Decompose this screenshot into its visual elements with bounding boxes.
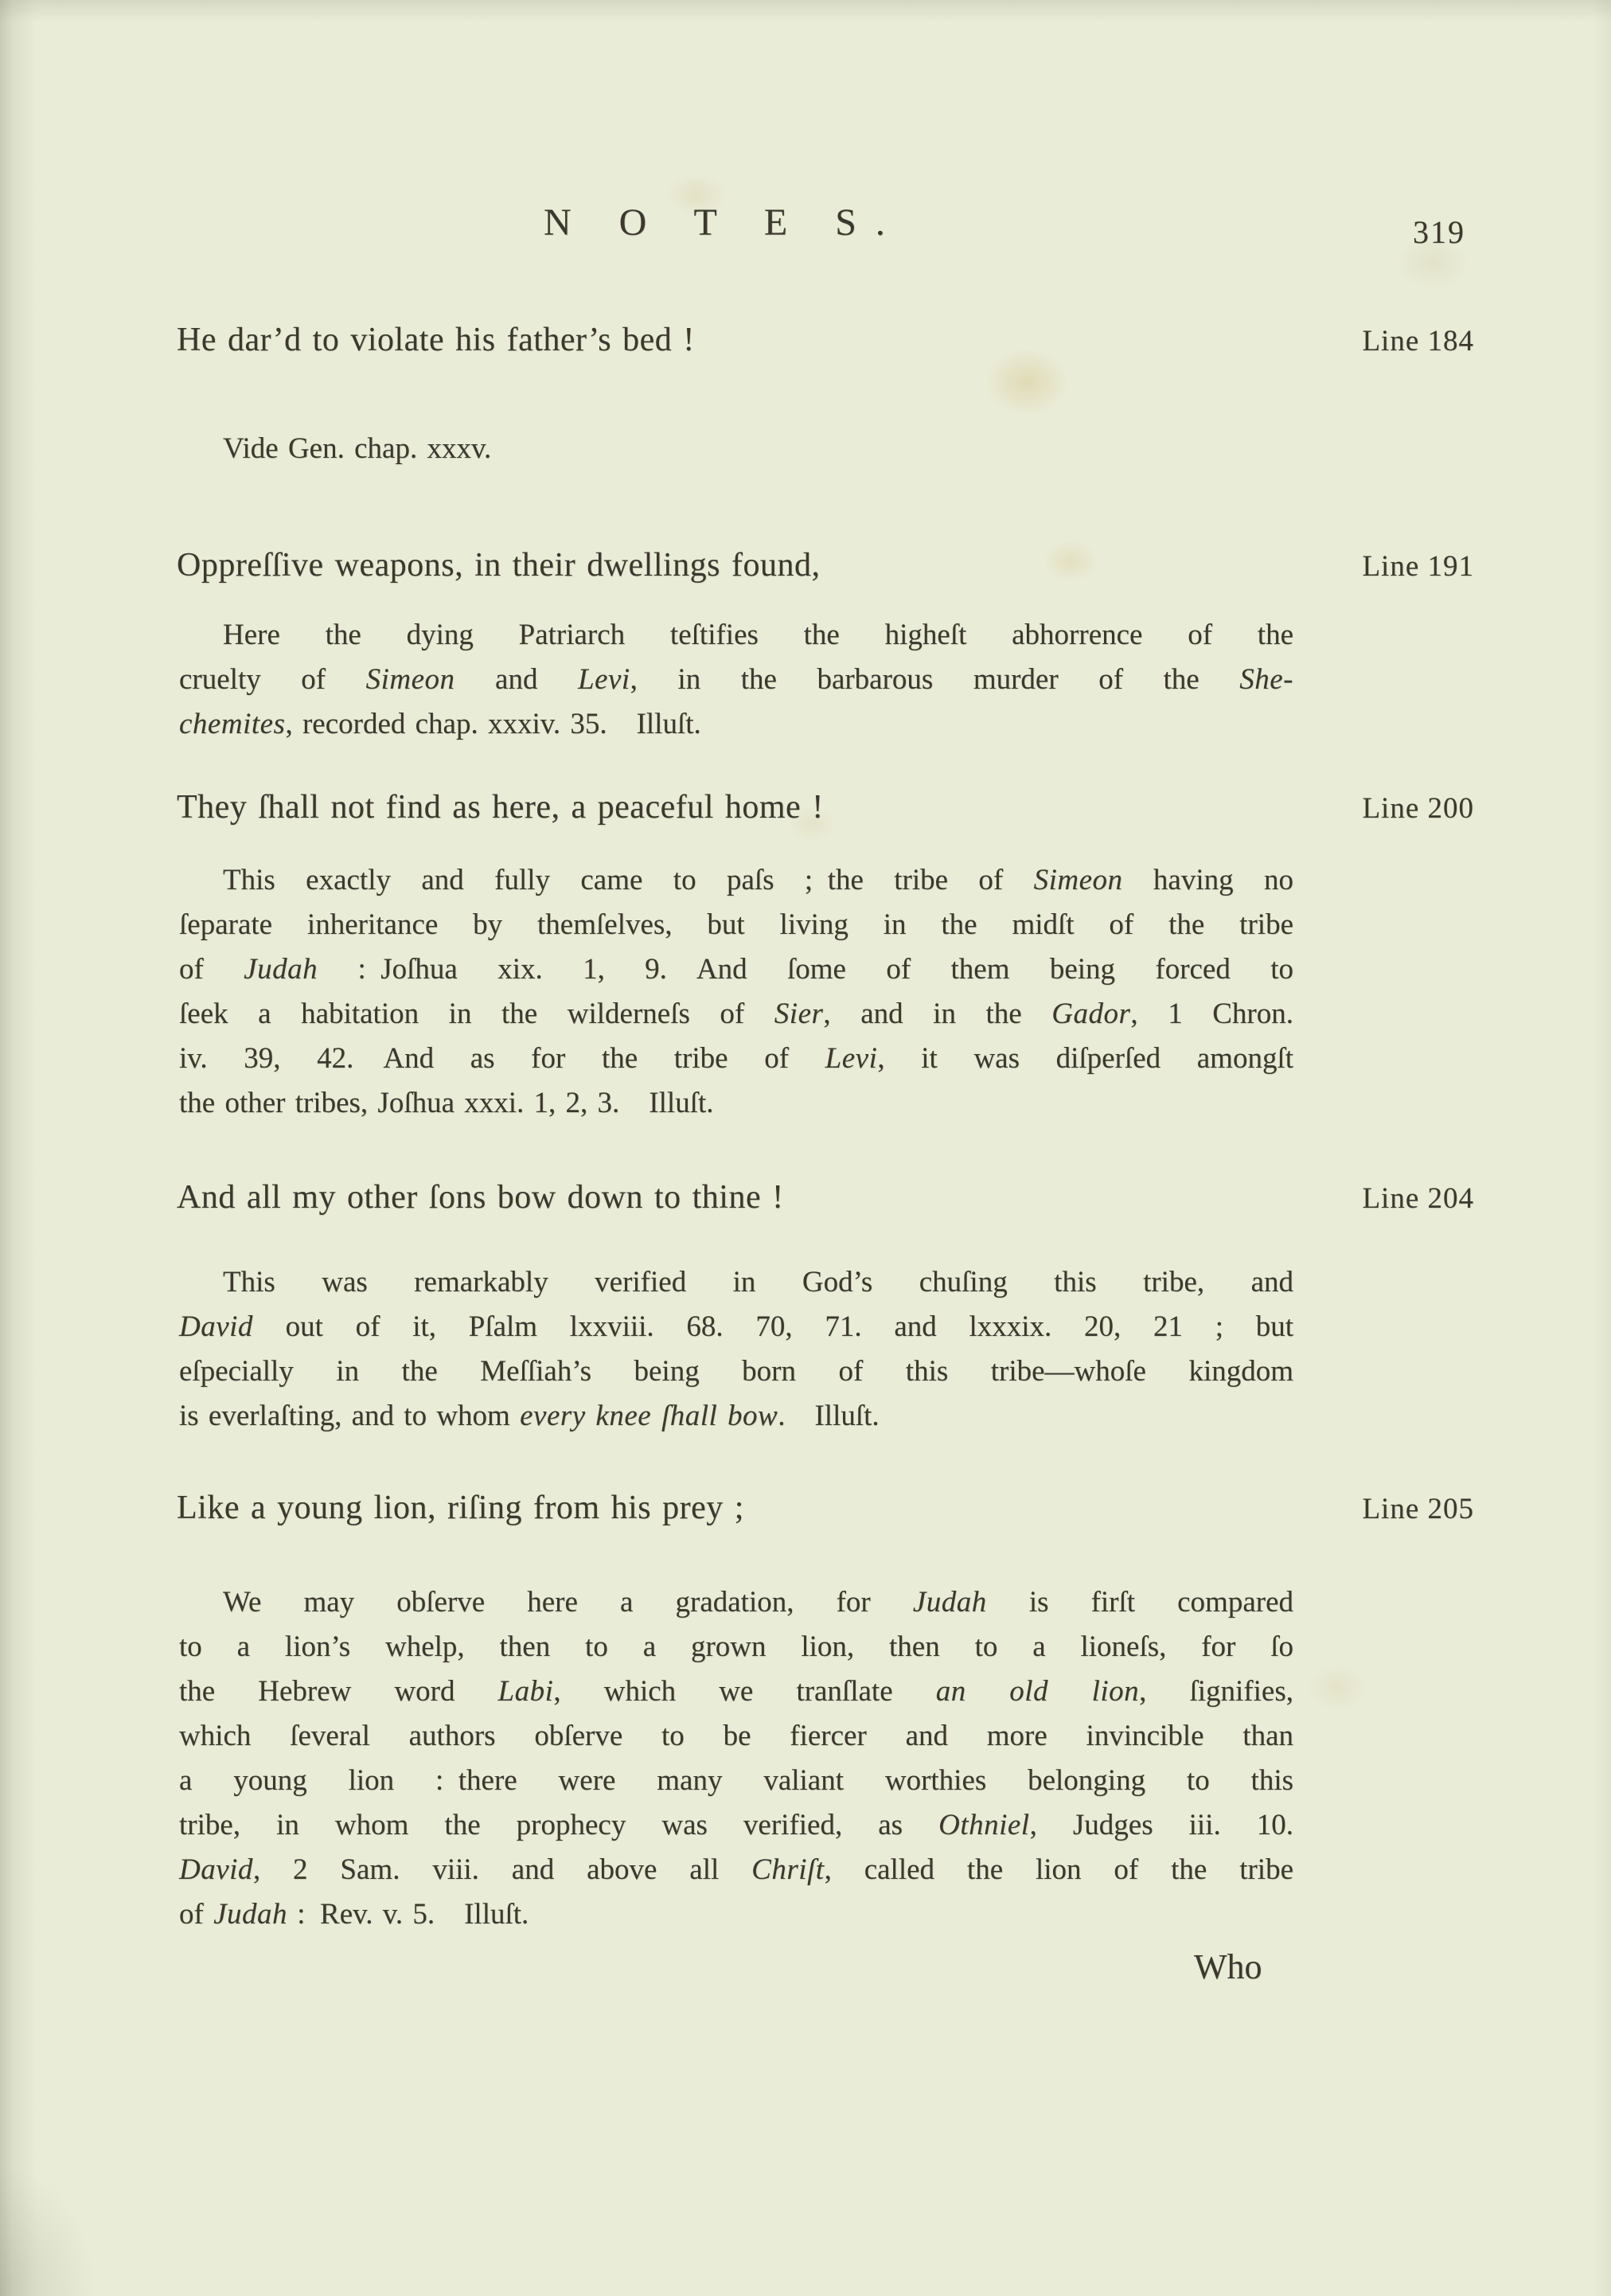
note-text-line: a young lion : there were many valiant worthies belonging to this <box>179 1764 1293 1797</box>
verse-line: They ſhall not find as here, a peaceful home ! <box>177 789 824 826</box>
line-reference: Line 200 <box>1362 792 1474 825</box>
note-text-line: is everlaſting, and to whom every knee ſhall bow. Illuſt. <box>179 1400 880 1432</box>
note-text-line: which ſeveral authors obſerve to be fiercer and more invincible than <box>179 1720 1293 1752</box>
note-text-line: tribe, in whom the prophecy was verified, as Othniel, Judges iii. 10. <box>179 1809 1293 1841</box>
note-paragraph <box>179 858 1293 1126</box>
line-reference: Line 191 <box>1362 550 1474 583</box>
verse-line: Like a young lion, riſing from his prey ; <box>177 1490 744 1526</box>
catchword: Who <box>1194 1947 1262 1986</box>
running-title: N O T E S. <box>544 201 904 244</box>
note-text-line: David, 2 Sam. viii. and above all Chriſt, called the lion of the tribe <box>179 1853 1293 1886</box>
verse-row <box>177 1178 1474 1216</box>
note-paragraph <box>179 1260 1293 1439</box>
note-text-line: the other tribes, Joſhua xxxi. 1, 2, 3. Illuſt. <box>179 1087 714 1119</box>
note-text-line: of Judah : Rev. v. 5. Illuſt. <box>179 1898 529 1931</box>
verse-line: Oppreſſive weapons, in their dwellings found, <box>177 547 821 584</box>
note-text-line: eſpecially in the Meſſiah’s being born of this tribe—whoſe kingdom <box>179 1355 1293 1388</box>
page-number: 319 <box>1413 214 1465 250</box>
note-paragraph <box>179 1580 1293 1937</box>
verse-row <box>177 788 1474 826</box>
note-text-line: ſeek a habitation in the wilderneſs of Sier, and in the Gador, 1 Chron. <box>179 998 1293 1030</box>
note-text-line: We may obſerve here a gradation, for Judah is firſt compared <box>223 1586 1293 1619</box>
line-reference: Line 204 <box>1362 1182 1474 1215</box>
note-text-line: the Hebrew word Labi, which we tranſlate an old lion, ſignifies, <box>179 1675 1293 1708</box>
note-text-line: cruelty of Simeon and Levi, in the barbarous murder of the She- <box>179 663 1293 696</box>
note-text-line: This was remarkably verified in God’s chuſing this tribe, and <box>223 1266 1293 1298</box>
note-text-line: iv. 39, 42. And as for the tribe of Levi, it was diſperſed amongſt <box>179 1042 1294 1075</box>
note-text-line: Vide Gen. chap. xxxv. <box>223 432 492 465</box>
note-text-line: ſeparate inheritance by themſelves, but living in the midſt of the tribe <box>179 908 1293 941</box>
note-paragraph <box>179 427 1293 471</box>
verse-row <box>177 1489 1474 1527</box>
verse-line: And all my other ſons bow down to thine ! <box>177 1179 784 1216</box>
note-paragraph <box>179 613 1293 747</box>
note-text-line: chemites, recorded chap. xxxiv. 35. Illuſt. <box>179 708 701 740</box>
verse-row <box>177 321 1474 359</box>
note-text-line: Here the dying Patriarch teſtifies the higheſt abhorrence of the <box>223 619 1293 651</box>
note-text-line: David out of it, Pſalm lxxviii. 68. 70, 71. and lxxxix. 20, 21 ; but <box>179 1310 1293 1343</box>
line-reference: Line 184 <box>1362 325 1474 357</box>
note-text-line: to a lion’s whelp, then to a grown lion, then to a lioneſs, for ſo <box>179 1630 1293 1663</box>
note-text-line: of Judah : Joſhua xix. 1, 9. And ſome of them being forced to <box>179 953 1293 986</box>
verse-row <box>177 546 1474 584</box>
line-reference: Line 205 <box>1362 1493 1474 1525</box>
note-text-line: This exactly and fully came to paſs ; the tribe of Simeon having no <box>223 864 1293 896</box>
verse-line: He dar’d to violate his father’s bed ! <box>177 322 695 358</box>
